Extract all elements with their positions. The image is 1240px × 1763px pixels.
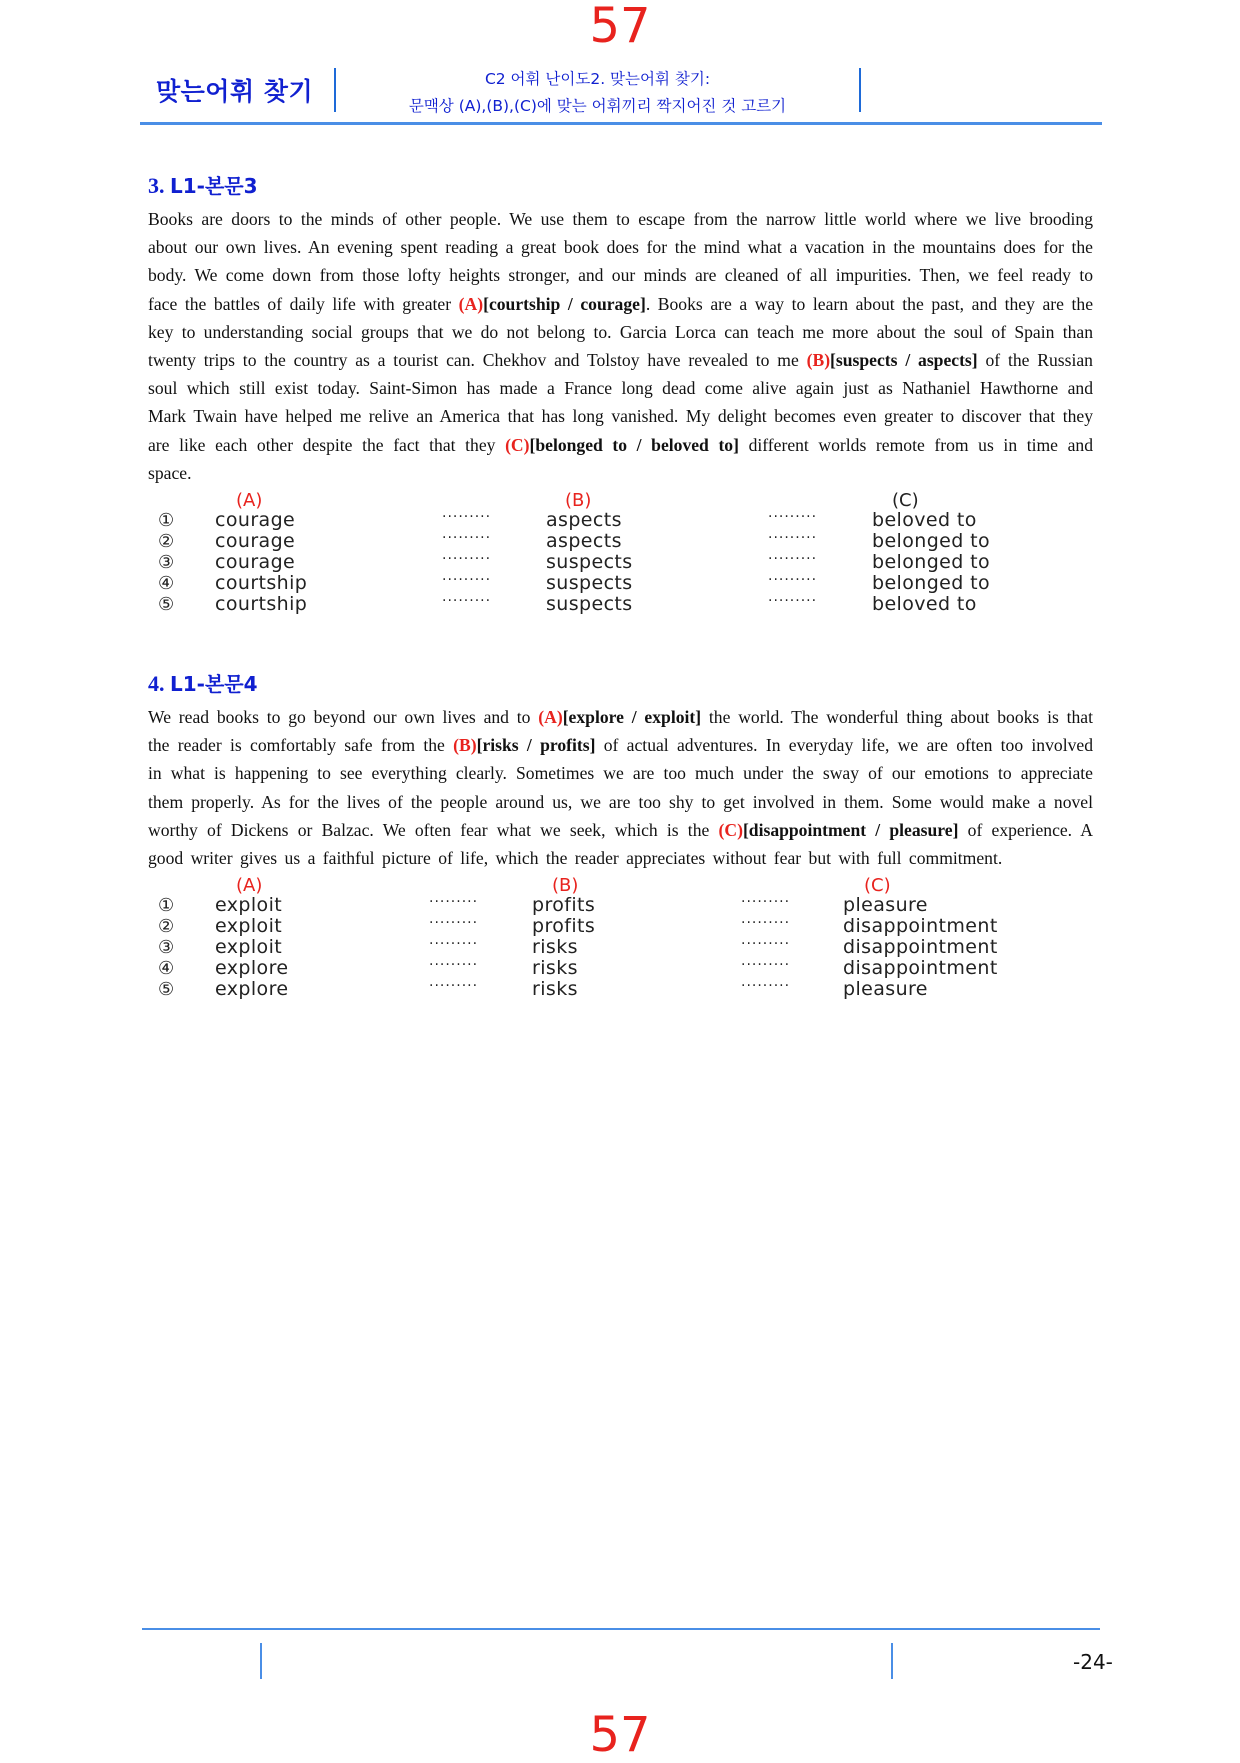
passage-text: the world. The wonderful thing about books is that the reader is comfortably safe from the [148,707,1093,756]
page-number-top: 57 [589,0,651,54]
option-c: belonged to [872,530,991,553]
header-divider [859,68,861,112]
answer-option-4[interactable] [148,573,1093,594]
option-a: exploit [215,894,283,917]
option-c: disappointment [843,936,998,959]
passage-text: of experience. A good writer gives us a faithful picture of life, which the reader appreciates without fear but with full commitment. [148,819,1094,869]
leader-dots: ········· [429,894,479,911]
option-number: ④ [158,573,175,595]
option-b: risks [532,978,578,1001]
blank-marker-a: (A) [458,293,484,314]
leader-dots: ········· [768,593,818,610]
leader-dots: ········· [429,936,479,953]
option-a: courage [215,509,296,532]
blank-marker-b: (B) [806,350,831,371]
option-c: beloved to [872,509,977,532]
answer-choices [148,876,1093,1006]
leader-dots: ········· [741,957,791,974]
header-title: 맞는어휘 찾기 [156,77,314,106]
header-rule [140,122,1102,125]
column-label-a: (A) [236,875,263,897]
blank-choice-b: [suspects / aspects] [830,350,978,371]
passage [148,205,1093,487]
section-number: 4. [148,671,165,696]
question-section-3 [148,170,1093,621]
option-a: courtship [215,572,308,595]
footer-divider [891,1643,893,1679]
option-a: courtship [215,593,308,616]
blank-choice-a: [courtship / courage] [483,293,646,314]
option-b: risks [532,957,578,980]
leader-dots: ········· [442,593,492,610]
answer-option-3[interactable] [148,552,1093,573]
option-b: profits [532,915,596,938]
passage-text: . Books are a way to learn about the past, and they are the key to understanding social groups that we do not belong to. Garcia Lorca can teach me more about the soul of Spain than twenty trips to the country as a tourist can. Chekhov and Tolstoy have revealed to me [148,293,1094,371]
column-label-b: (B) [552,875,579,897]
footer-page-number: -24- [1073,1650,1113,1674]
option-b: profits [532,894,596,917]
answer-option-5[interactable] [148,979,1093,1000]
section-title [148,170,1093,199]
answer-option-2[interactable] [148,916,1093,937]
option-b: aspects [546,530,622,553]
header-subtitle-line2: 문맥상 (A),(B),(C)에 맞는 어휘끼리 짝지어진 것 고르기 [408,97,787,115]
passage-text: of actual adventures. In everyday life, we are often too involved in what is happening to see everything clearly. Sometimes we are too much under the sway of our emotions to appreciate them properly. As for the lives of the people around us, we are too shy to get involved in them. Some would make a novel worthy of Dickens or Balzac. We often fear what we seek, which is the [148,735,1093,840]
option-number: ① [158,510,175,532]
blank-choice-b: [risks / profits] [476,735,596,756]
option-c: disappointment [843,957,998,980]
option-a: explore [215,957,289,980]
leader-dots: ········· [442,530,492,547]
option-c: belonged to [872,572,991,595]
answer-option-2[interactable] [148,531,1093,552]
column-label-c: (C) [864,875,891,897]
column-label-b: (B) [565,490,592,512]
passage-text: We read books to go beyond our own lives and to [148,707,539,727]
option-b: risks [532,936,578,959]
leader-dots: ········· [768,509,818,526]
answer-option-1[interactable] [148,895,1093,916]
column-label-c: (C) [892,490,919,512]
blank-marker-c: (C) [505,434,530,455]
option-a: courage [215,530,296,553]
header [140,60,1102,124]
option-c: pleasure [843,978,928,1001]
column-label-a: (A) [236,490,263,512]
leader-dots: ········· [768,572,818,589]
option-a: exploit [215,936,283,959]
leader-dots: ········· [442,572,492,589]
option-number: ③ [158,552,175,574]
answer-option-5[interactable] [148,594,1093,615]
option-b: aspects [546,509,622,532]
section-title-text: L1-본문4 [170,672,258,696]
passage-text: Books are doors to the minds of other people. We use them to escape from the narrow little world where we live brooding about our own lives. An evening spent reading a great book does for the mind what a vacation in the mountains does for the body. We come down from those lofty heights stronger, and our minds are cleaned of all impurities. Then, we feel ready to face the battles of daily life with greater [148,209,1093,314]
option-number: ⑤ [158,979,175,1001]
blank-choice-a: [explore / exploit] [562,707,702,727]
option-a: explore [215,978,289,1001]
option-number: ⑤ [158,594,175,616]
option-c: disappointment [843,915,998,938]
leader-dots: ········· [741,978,791,995]
leader-dots: ········· [741,915,791,932]
option-number: ① [158,895,175,917]
option-b: suspects [546,593,633,616]
section-title-text: L1-본문3 [170,174,258,198]
footer-rule [142,1628,1100,1630]
option-number: ② [158,531,175,553]
question-section-4 [148,668,1093,1006]
option-a: courage [215,551,296,574]
leader-dots: ········· [429,915,479,932]
option-number: ② [158,916,175,938]
leader-dots: ········· [768,551,818,568]
leader-dots: ········· [429,957,479,974]
section-number: 3. [148,173,165,198]
header-subtitle [336,66,859,120]
option-c: belonged to [872,551,991,574]
blank-marker-c: (C) [718,819,743,840]
leader-dots: ········· [741,894,791,911]
answer-choices [148,491,1093,621]
blank-choice-c: [disappointment / pleasure] [742,819,959,840]
blank-marker-b: (B) [453,735,477,756]
leader-dots: ········· [768,530,818,547]
passage-text: different worlds remote from us in time and space. [148,434,1094,483]
page-number-bottom: 57 [589,1707,651,1763]
leader-dots: ········· [442,551,492,568]
option-b: suspects [546,551,633,574]
header-subtitle-line1: C2 어휘 난이도2. 맞는어휘 찾기: [484,70,711,88]
option-number: ③ [158,937,175,959]
section-title [148,668,1093,697]
option-b: suspects [546,572,633,595]
answer-option-4[interactable] [148,958,1093,979]
blank-marker-a: (A) [538,707,563,727]
leader-dots: ········· [442,509,492,526]
blank-choice-c: [belonged to / beloved to] [529,434,739,455]
leader-dots: ········· [429,978,479,995]
option-c: pleasure [843,894,928,917]
answer-option-3[interactable] [148,937,1093,958]
leader-dots: ········· [741,936,791,953]
passage-text: of the Russian soul which still exist today. Saint-Simon has made a France long dead come alive again just as Nathaniel Hawthorne and Mark Twain have helped me relive an America that has long vanished. My delight becomes even greater to discover that they are like each other despite the fact that they [148,350,1093,455]
passage [148,703,1093,872]
option-c: beloved to [872,593,977,616]
option-number: ④ [158,958,175,980]
footer-divider [260,1643,262,1679]
option-a: exploit [215,915,283,938]
answer-option-1[interactable] [148,510,1093,531]
